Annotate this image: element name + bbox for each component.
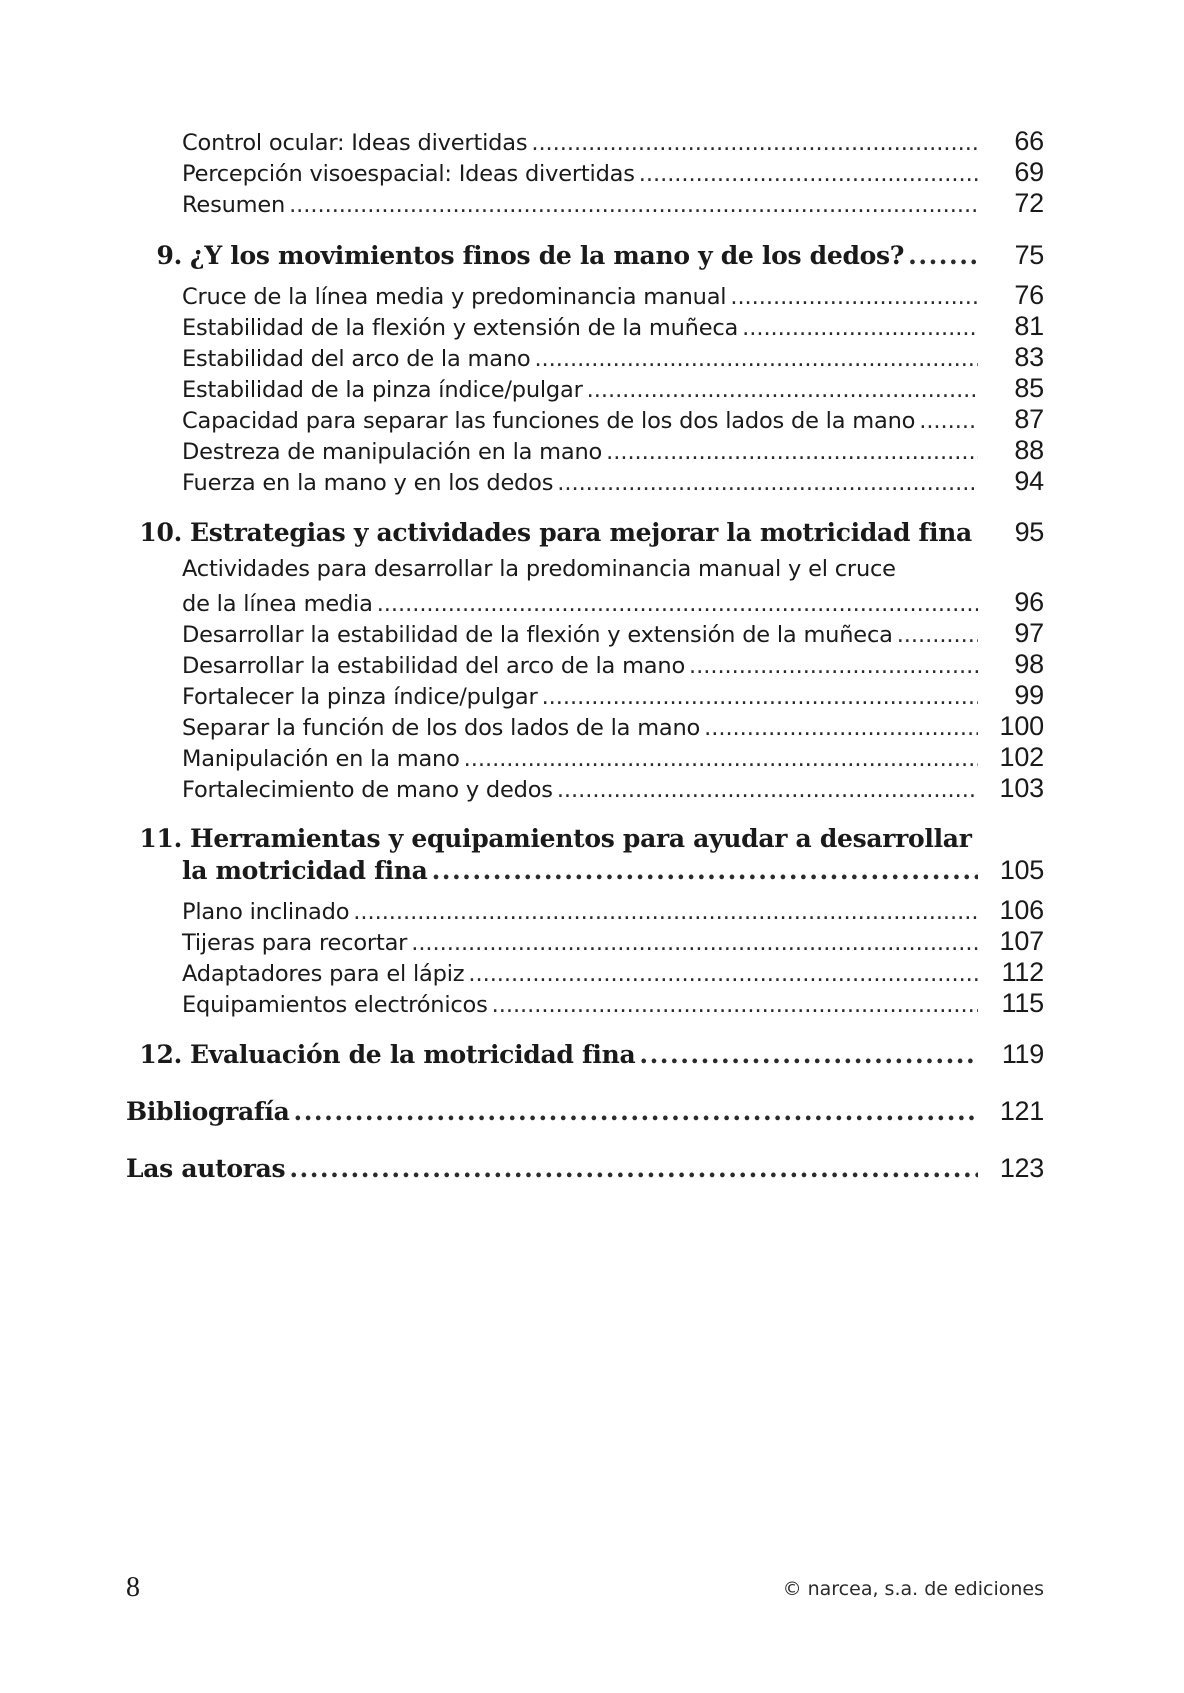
toc-entry-page: 103: [999, 773, 1044, 803]
toc-entry-page: 88: [1014, 435, 1044, 465]
dot-leader: [976, 518, 978, 547]
dot-leader: [534, 346, 978, 372]
dot-leader: [492, 992, 978, 1018]
dot-leader: [468, 961, 978, 987]
toc-entry: [182, 373, 1044, 404]
toc-entry: [182, 157, 1044, 188]
toc-entry-page: 112: [1001, 957, 1044, 987]
toc-chapter-12: [122, 1039, 1044, 1070]
dot-leader: [742, 315, 978, 341]
toc-entry-page: 100: [999, 711, 1044, 741]
toc-entry-title: Estabilidad del arco de la mano: [182, 346, 531, 372]
toc-chapter-11-line2: [182, 855, 1044, 886]
dot-leader: [432, 856, 978, 885]
toc-entry-title: Resumen: [182, 192, 286, 218]
toc-entry: [182, 311, 1044, 342]
dot-leader: [639, 1040, 978, 1069]
chapter-title: Herramientas y equipamientos para ayudar a desarrollar: [190, 824, 972, 853]
toc-entry-page: 66: [1014, 126, 1044, 156]
toc-entry: [182, 926, 1044, 957]
dot-leader: [606, 439, 978, 465]
toc-entry-title: Destreza de manipulación en la mano: [182, 439, 603, 465]
dot-leader: [897, 622, 978, 648]
toc-entry-page: 85: [1014, 373, 1044, 403]
toc-entry: [182, 587, 1044, 618]
chapter-number: 12.: [139, 1040, 182, 1069]
toc-chapter-10: [122, 517, 1044, 548]
toc-chapter-9: [122, 240, 1044, 271]
toc-entry-page: 83: [1014, 342, 1044, 372]
chapter-number: 9.: [156, 241, 182, 270]
dot-leader: [704, 715, 978, 741]
toc-entry-title: Separar la función de los dos lados de la mano: [182, 715, 701, 741]
toc-entry: [182, 466, 1044, 497]
chapter-title: ¿Y los movimientos finos de la mano y de los dedos?: [190, 241, 905, 270]
toc-entry: [182, 280, 1044, 311]
toc-entry: [182, 649, 1044, 680]
toc-entry-title: Manipulación en la mano: [182, 746, 460, 772]
chapter-page: 95: [1014, 517, 1044, 547]
toc-entry: [182, 188, 1044, 219]
toc-entry-page: 98: [1014, 649, 1044, 679]
dot-leader: [411, 930, 978, 956]
toc-entry-title: Cruce de la línea media y predominancia manual: [182, 284, 727, 310]
dot-leader: [353, 899, 978, 925]
toc-entry-page: 97: [1014, 618, 1044, 648]
toc-entry-page: 76: [1014, 280, 1044, 310]
toc-entry-title: Plano inclinado: [182, 899, 350, 925]
chapter-number: 10.: [139, 518, 182, 547]
toc-entry-page: 72: [1014, 188, 1044, 218]
authors-title: Las autoras: [126, 1154, 286, 1183]
toc-entry-page: 69: [1014, 157, 1044, 187]
copyright-notice: © narcea, s.a. de ediciones: [782, 1578, 1044, 1600]
toc-authors: [126, 1153, 1044, 1184]
toc-entry-title: Percepción visoespacial: Ideas divertidas: [182, 161, 635, 187]
dot-leader: [639, 161, 978, 187]
toc-entry-title: Equipamientos electrónicos: [182, 992, 488, 1018]
toc-entry: [182, 618, 1044, 649]
toc-entry: [182, 404, 1044, 435]
chapter-title-continued: la motricidad fina: [182, 856, 428, 885]
dot-leader: [377, 591, 978, 617]
dot-leader: [557, 777, 978, 803]
toc-entry-wrapped-line1: Actividades para desarrollar la predominancia manual y el cruce: [182, 556, 896, 582]
bibliography-title: Bibliografía: [126, 1097, 290, 1126]
toc-entry-page: 102: [999, 742, 1044, 772]
dot-leader: [289, 192, 978, 218]
toc-entry: [182, 742, 1044, 773]
chapter-page: 75: [1014, 240, 1044, 270]
dot-leader: [587, 377, 978, 403]
dot-leader: [689, 653, 978, 679]
toc-entry-title: Desarrollar la estabilidad del arco de la mano: [182, 653, 686, 679]
page-number: 8: [126, 1572, 140, 1603]
toc-entry: [182, 988, 1044, 1019]
toc-entry-title: Estabilidad de la pinza índice/pulgar: [182, 377, 583, 403]
toc-entry: [182, 957, 1044, 988]
toc-entry: [182, 435, 1044, 466]
authors-page: 123: [999, 1153, 1044, 1183]
toc-entry-page: 107: [999, 926, 1044, 956]
toc-entry-page: 99: [1014, 680, 1044, 710]
toc-bibliography: [126, 1096, 1044, 1127]
toc-entry: [182, 680, 1044, 711]
toc-entry-title: Fuerza en la mano y en los dedos: [182, 470, 554, 496]
toc-entry-title: Adaptadores para el lápiz: [182, 961, 465, 987]
toc-entry-title: Estabilidad de la flexión y extensión de la muñeca: [182, 315, 739, 341]
dot-leader: [730, 284, 978, 310]
toc-entry-title: Fortalecimiento de mano y dedos: [182, 777, 553, 803]
dot-leader: [542, 684, 978, 710]
chapter-page: 119: [1001, 1039, 1044, 1069]
toc-entry-title: de la línea media: [182, 591, 373, 617]
chapter-page: 105: [999, 855, 1044, 885]
toc-entry: [182, 711, 1044, 742]
toc-chapter-11-line1: [122, 824, 1044, 853]
chapter-title: Evaluación de la motricidad fina: [190, 1040, 636, 1069]
toc-entry-title: Control ocular: Ideas divertidas: [182, 130, 528, 156]
dot-leader: [531, 130, 978, 156]
chapter-number: 11.: [139, 824, 182, 853]
bibliography-page: 121: [999, 1096, 1044, 1126]
toc-entry-page: 96: [1014, 587, 1044, 617]
dot-leader: [289, 1154, 978, 1183]
toc-entry: [182, 126, 1044, 157]
dot-leader: [908, 241, 978, 270]
dot-leader: [464, 746, 978, 772]
toc-entry-title: Capacidad para separar las funciones de los dos lados de la mano: [182, 408, 916, 434]
dot-leader: [557, 470, 978, 496]
toc-entry: [182, 342, 1044, 373]
toc-entry: [182, 773, 1044, 804]
toc-entry-title: Fortalecer la pinza índice/pulgar: [182, 684, 538, 710]
toc-entry-page: 115: [1001, 988, 1044, 1018]
toc-entry-title: Desarrollar la estabilidad de la flexión y extensión de la muñeca: [182, 622, 893, 648]
toc-entry-page: 106: [999, 895, 1044, 925]
toc-entry-title: Tijeras para recortar: [182, 930, 408, 956]
toc-entry-page: 87: [1014, 404, 1044, 434]
dot-leader: [919, 408, 978, 434]
dot-leader: [293, 1097, 978, 1126]
toc-entry: [182, 895, 1044, 926]
toc-entry-page: 81: [1014, 311, 1044, 341]
chapter-title: Estrategias y actividades para mejorar la motricidad fina: [190, 518, 972, 547]
toc-entry-page: 94: [1014, 466, 1044, 496]
